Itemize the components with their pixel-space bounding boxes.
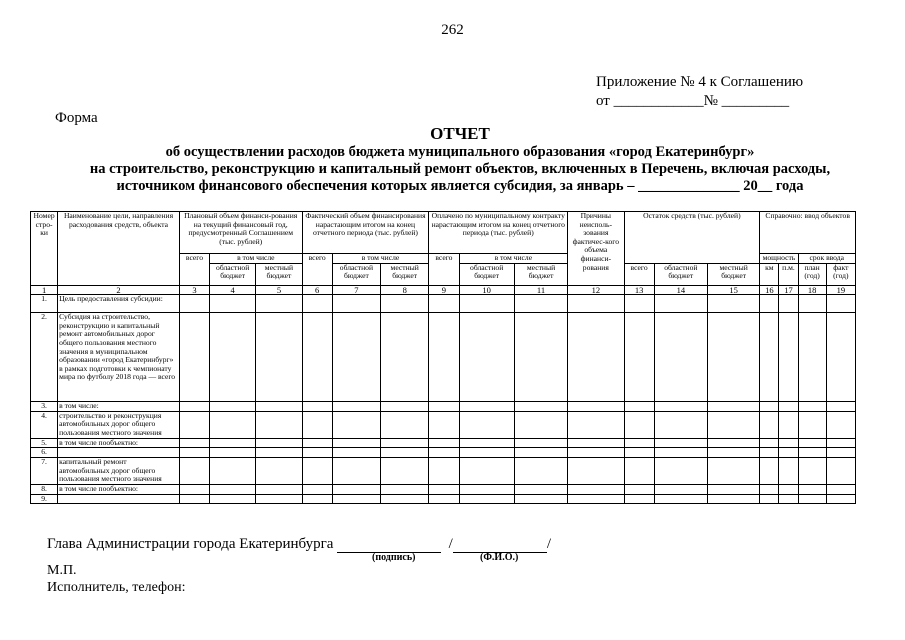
table-cell[interactable] bbox=[707, 411, 759, 438]
table-cell[interactable] bbox=[429, 295, 459, 313]
column-number: 11 bbox=[514, 285, 567, 295]
table-cell[interactable] bbox=[332, 313, 380, 402]
table-cell[interactable] bbox=[210, 494, 256, 504]
row-name: капитальный ремонт автомобильных дорог общего пользования местного значения bbox=[58, 457, 180, 484]
table-cell[interactable] bbox=[179, 295, 209, 313]
table-cell[interactable] bbox=[707, 438, 759, 448]
header-planned-regional: областной бюджет bbox=[210, 263, 256, 285]
column-number: 14 bbox=[654, 285, 707, 295]
row-name: Цель предоставления субсидии: bbox=[58, 295, 180, 313]
header-name: Наименование цели, направления расходования средств, объекта bbox=[58, 212, 180, 286]
table-cell[interactable] bbox=[624, 484, 654, 494]
table-cell[interactable] bbox=[798, 402, 826, 412]
table-cell[interactable] bbox=[624, 295, 654, 313]
table-cell[interactable] bbox=[514, 295, 567, 313]
table-cell[interactable] bbox=[381, 402, 429, 412]
table-cell[interactable] bbox=[256, 484, 302, 494]
table-cell[interactable] bbox=[707, 295, 759, 313]
row-name: в том числе пообъектно: bbox=[58, 484, 180, 494]
table-cell[interactable] bbox=[179, 448, 209, 458]
report-heading: ОТЧЕТ bbox=[430, 124, 490, 143]
table-cell[interactable] bbox=[381, 494, 429, 504]
table-cell[interactable] bbox=[654, 494, 707, 504]
report-title-line-3: источником финансового обеспечения которых является субсидия, за январь – ______________ 20__ года bbox=[116, 178, 804, 194]
table-cell[interactable] bbox=[798, 295, 826, 313]
form-label: Форма bbox=[55, 110, 98, 126]
table-cell[interactable] bbox=[760, 438, 779, 448]
table-cell[interactable] bbox=[429, 484, 459, 494]
table-cell[interactable] bbox=[826, 484, 855, 494]
table-cell[interactable] bbox=[381, 448, 429, 458]
table-cell[interactable] bbox=[779, 411, 798, 438]
table-cell[interactable] bbox=[332, 438, 380, 448]
table-cell[interactable] bbox=[760, 484, 779, 494]
header-capacity: мощность bbox=[760, 254, 798, 264]
table-cell[interactable] bbox=[179, 484, 209, 494]
header-paid: Оплачено по муниципальному контракту нарастающим итогом на конец отчетного периода (тыс. рублей) bbox=[429, 212, 568, 254]
table-cell[interactable] bbox=[256, 313, 302, 402]
table-cell[interactable] bbox=[779, 448, 798, 458]
footer bbox=[47, 562, 185, 596]
column-number: 5 bbox=[256, 285, 302, 295]
header-actual-including: в том числе bbox=[332, 254, 429, 264]
table-cell[interactable] bbox=[779, 313, 798, 402]
row-number: 1. bbox=[31, 295, 58, 313]
column-number: 8 bbox=[381, 285, 429, 295]
table-cell[interactable] bbox=[826, 295, 855, 313]
table-row bbox=[31, 411, 856, 438]
table-cell[interactable] bbox=[429, 448, 459, 458]
table-row bbox=[31, 313, 856, 402]
table-row bbox=[31, 457, 856, 484]
table-cell[interactable] bbox=[429, 438, 459, 448]
table-cell[interactable] bbox=[826, 438, 855, 448]
page-number: 262 bbox=[441, 22, 464, 38]
table-cell[interactable] bbox=[654, 411, 707, 438]
row-name bbox=[58, 494, 180, 504]
table-cell[interactable] bbox=[179, 313, 209, 402]
header-km: км bbox=[760, 263, 779, 285]
table-cell[interactable] bbox=[568, 494, 624, 504]
table-cell[interactable] bbox=[210, 411, 256, 438]
table-cell[interactable] bbox=[179, 411, 209, 438]
table-cell[interactable] bbox=[302, 494, 332, 504]
row-number: 4. bbox=[31, 411, 58, 438]
header-reference: Справочно: ввод объектов bbox=[760, 212, 856, 254]
table-cell[interactable] bbox=[256, 411, 302, 438]
header-planned-total: всего bbox=[179, 254, 209, 286]
appendix-line-2: от ____________№ _________ bbox=[596, 93, 790, 109]
column-number: 17 bbox=[779, 285, 798, 295]
table-cell[interactable] bbox=[568, 484, 624, 494]
header-paid-total: всего bbox=[429, 254, 459, 286]
table-cell[interactable] bbox=[707, 494, 759, 504]
table-cell[interactable] bbox=[779, 484, 798, 494]
row-name: в том числе: bbox=[58, 402, 180, 412]
table-cell[interactable] bbox=[798, 448, 826, 458]
table-cell[interactable] bbox=[256, 457, 302, 484]
row-name: в том числе пообъектно: bbox=[58, 438, 180, 448]
row-name: Субсидия на строительство, реконструкцию и капитальный ремонт автомобильных дорог общего пользования местного значения в муниципальном образовании «город Екатеринбург» в рамках подготовки к чемпионату мира по футболу 2018 года — всего bbox=[58, 313, 180, 402]
column-number: 13 bbox=[624, 285, 654, 295]
table-cell[interactable] bbox=[332, 484, 380, 494]
signature-field[interactable] bbox=[337, 538, 441, 553]
table-cell[interactable] bbox=[654, 313, 707, 402]
table-cell[interactable] bbox=[624, 438, 654, 448]
table-cell[interactable] bbox=[459, 494, 514, 504]
header-plan-year: план (год) bbox=[798, 263, 826, 285]
column-number: 19 bbox=[826, 285, 855, 295]
table-cell[interactable] bbox=[381, 295, 429, 313]
table-row bbox=[31, 494, 856, 504]
table-cell[interactable] bbox=[429, 411, 459, 438]
table-cell[interactable] bbox=[779, 438, 798, 448]
header-actual-total: всего bbox=[302, 254, 332, 286]
row-number: 8. bbox=[31, 484, 58, 494]
table-cell[interactable] bbox=[210, 438, 256, 448]
table-cell[interactable] bbox=[779, 402, 798, 412]
table-cell[interactable] bbox=[381, 457, 429, 484]
column-number: 16 bbox=[760, 285, 779, 295]
table-cell[interactable] bbox=[568, 438, 624, 448]
table-cell[interactable] bbox=[256, 494, 302, 504]
header-balance-regional: областной бюджет bbox=[654, 263, 707, 285]
table-row bbox=[31, 484, 856, 494]
column-number: 3 bbox=[179, 285, 209, 295]
table-cell[interactable] bbox=[459, 313, 514, 402]
report-title-line-2: на строительство, реконструкцию и капитальный ремонт объектов, включенных в Перечень, включая расходы, bbox=[89, 161, 831, 177]
table-cell[interactable] bbox=[707, 457, 759, 484]
table-cell[interactable] bbox=[302, 411, 332, 438]
row-name: строительство и реконструкция автомобильных дорог общего пользования местного значения bbox=[58, 411, 180, 438]
header-balance: Остаток средств (тыс. рублей) bbox=[624, 212, 760, 264]
table-cell[interactable] bbox=[760, 402, 779, 412]
table-cell[interactable] bbox=[256, 438, 302, 448]
table-cell[interactable] bbox=[514, 457, 567, 484]
table-cell[interactable] bbox=[798, 484, 826, 494]
table-cell[interactable] bbox=[256, 448, 302, 458]
table-cell[interactable] bbox=[429, 494, 459, 504]
table-cell[interactable] bbox=[798, 494, 826, 504]
table-cell[interactable] bbox=[568, 295, 624, 313]
table-cell[interactable] bbox=[624, 411, 654, 438]
table-cell[interactable] bbox=[381, 411, 429, 438]
table-cell[interactable] bbox=[654, 484, 707, 494]
report-title bbox=[20, 124, 900, 195]
table-cell[interactable] bbox=[210, 295, 256, 313]
table-row bbox=[31, 438, 856, 448]
table-cell[interactable] bbox=[760, 411, 779, 438]
header-planned: Плановый объем финанси-рования на текущий финансовый год, предусмотренный Соглашением (тыс. рублей) bbox=[179, 212, 302, 254]
header-row-number: Номер стро-ки bbox=[31, 212, 58, 286]
table-cell[interactable] bbox=[332, 411, 380, 438]
row-number: 5. bbox=[31, 438, 58, 448]
table-cell[interactable] bbox=[256, 295, 302, 313]
column-number: 7 bbox=[332, 285, 380, 295]
row-number: 7. bbox=[31, 457, 58, 484]
table-cell[interactable] bbox=[210, 448, 256, 458]
appendix-note bbox=[596, 73, 803, 111]
table-cell[interactable] bbox=[514, 411, 567, 438]
table-cell[interactable] bbox=[568, 402, 624, 412]
table-cell[interactable] bbox=[459, 448, 514, 458]
header-balance-total: всего bbox=[624, 263, 654, 285]
report-title-line-1: об осуществлении расходов бюджета муниципального образования «город Екатеринбург» bbox=[165, 144, 755, 160]
table-cell[interactable] bbox=[568, 313, 624, 402]
table-cell[interactable] bbox=[760, 494, 779, 504]
table-cell[interactable] bbox=[568, 448, 624, 458]
table-cell[interactable] bbox=[459, 411, 514, 438]
column-number: 2 bbox=[58, 285, 180, 295]
header-fact-year: факт (год) bbox=[826, 263, 855, 285]
table-cell[interactable] bbox=[568, 457, 624, 484]
table-cell[interactable] bbox=[381, 438, 429, 448]
header-input-term: срок ввода bbox=[798, 254, 855, 264]
table-row bbox=[31, 448, 856, 458]
table-cell[interactable] bbox=[707, 448, 759, 458]
table-cell[interactable] bbox=[459, 457, 514, 484]
table-cell[interactable] bbox=[179, 402, 209, 412]
header-pm: п.м. bbox=[779, 263, 798, 285]
column-number: 18 bbox=[798, 285, 826, 295]
table-cell[interactable] bbox=[624, 448, 654, 458]
table-cell[interactable] bbox=[332, 402, 380, 412]
table-cell[interactable] bbox=[514, 448, 567, 458]
table-cell[interactable] bbox=[760, 313, 779, 402]
column-numbers-row bbox=[31, 285, 856, 295]
table-cell[interactable] bbox=[429, 313, 459, 402]
header-actual: Фактический объем финансирования нарастающим итогом на конец отчетного периода (тыс. рублей) bbox=[302, 212, 429, 254]
signature-caption: (подпись) bbox=[372, 552, 416, 563]
table-cell[interactable] bbox=[760, 295, 779, 313]
report-table bbox=[30, 211, 856, 504]
table-cell[interactable] bbox=[459, 484, 514, 494]
header-planned-local: местный бюджет bbox=[256, 263, 302, 285]
table-cell[interactable] bbox=[798, 411, 826, 438]
header-paid-including: в том числе bbox=[459, 254, 568, 264]
table-cell[interactable] bbox=[302, 448, 332, 458]
table-cell[interactable] bbox=[210, 313, 256, 402]
header-paid-regional: областной бюджет bbox=[459, 263, 514, 285]
table-cell[interactable] bbox=[514, 313, 567, 402]
table-row bbox=[31, 295, 856, 313]
row-number: 6. bbox=[31, 448, 58, 458]
row-number: 9. bbox=[31, 494, 58, 504]
header-planned-including: в том числе bbox=[210, 254, 303, 264]
table-cell[interactable] bbox=[624, 313, 654, 402]
column-number: 9 bbox=[429, 285, 459, 295]
table-cell[interactable] bbox=[654, 448, 707, 458]
header-balance-local: местный бюджет bbox=[707, 263, 759, 285]
table-cell[interactable] bbox=[302, 457, 332, 484]
table-cell[interactable] bbox=[760, 448, 779, 458]
table-cell[interactable] bbox=[654, 457, 707, 484]
table-cell[interactable] bbox=[826, 448, 855, 458]
column-number: 12 bbox=[568, 285, 624, 295]
table-cell[interactable] bbox=[381, 484, 429, 494]
column-number: 6 bbox=[302, 285, 332, 295]
table-cell[interactable] bbox=[302, 295, 332, 313]
table-cell[interactable] bbox=[798, 457, 826, 484]
table-cell[interactable] bbox=[459, 295, 514, 313]
table-cell[interactable] bbox=[798, 438, 826, 448]
header-paid-local: местный бюджет bbox=[514, 263, 567, 285]
column-number: 15 bbox=[707, 285, 759, 295]
row-number: 2. bbox=[31, 313, 58, 402]
name-caption: (Ф.И.О.) bbox=[480, 552, 519, 563]
table-cell[interactable] bbox=[798, 313, 826, 402]
table-cell[interactable] bbox=[256, 402, 302, 412]
header-actual-local: местный бюджет bbox=[381, 263, 429, 285]
table-cell[interactable] bbox=[381, 313, 429, 402]
column-number: 1 bbox=[31, 285, 58, 295]
table-cell[interactable] bbox=[332, 448, 380, 458]
table-cell[interactable] bbox=[707, 402, 759, 412]
table-cell[interactable] bbox=[210, 402, 256, 412]
table-cell[interactable] bbox=[826, 313, 855, 402]
table-cell[interactable] bbox=[332, 457, 380, 484]
name-field[interactable] bbox=[453, 538, 547, 553]
table-cell[interactable] bbox=[624, 494, 654, 504]
table-cell[interactable] bbox=[826, 411, 855, 438]
table-cell[interactable] bbox=[332, 494, 380, 504]
table-cell[interactable] bbox=[826, 402, 855, 412]
column-number: 10 bbox=[459, 285, 514, 295]
signature-label: Глава Администрации города Екатеринбурга bbox=[47, 536, 334, 552]
table-cell[interactable] bbox=[568, 411, 624, 438]
row-number: 3. bbox=[31, 402, 58, 412]
table-cell[interactable] bbox=[302, 313, 332, 402]
table-cell[interactable] bbox=[707, 484, 759, 494]
table-cell[interactable] bbox=[302, 402, 332, 412]
table-cell[interactable] bbox=[707, 313, 759, 402]
table-cell[interactable] bbox=[514, 402, 567, 412]
table-cell[interactable] bbox=[514, 484, 567, 494]
table-row bbox=[31, 402, 856, 412]
table-cell[interactable] bbox=[459, 438, 514, 448]
table-cell[interactable] bbox=[779, 494, 798, 504]
table-cell[interactable] bbox=[654, 438, 707, 448]
table-cell[interactable] bbox=[429, 457, 459, 484]
table-cell[interactable] bbox=[624, 402, 654, 412]
table-cell[interactable] bbox=[760, 457, 779, 484]
table-cell[interactable] bbox=[654, 402, 707, 412]
column-number: 4 bbox=[210, 285, 256, 295]
table-cell[interactable] bbox=[179, 457, 209, 484]
table-cell[interactable] bbox=[459, 402, 514, 412]
signature-line: Глава Администрации города Екатеринбурга / / bbox=[47, 536, 552, 552]
table-cell[interactable] bbox=[210, 457, 256, 484]
table-cell[interactable] bbox=[429, 402, 459, 412]
table-cell[interactable] bbox=[826, 457, 855, 484]
table-cell[interactable] bbox=[514, 494, 567, 504]
header-reasons: Причины неисполь-зования фактичес-кого объема финанси-рования bbox=[568, 212, 624, 286]
appendix-line-1: Приложение № 4 к Соглашению bbox=[596, 74, 804, 90]
stamp-label: М.П. bbox=[47, 563, 77, 578]
table-cell[interactable] bbox=[210, 484, 256, 494]
table-cell[interactable] bbox=[332, 295, 380, 313]
table-cell[interactable] bbox=[179, 438, 209, 448]
table-cell[interactable] bbox=[179, 494, 209, 504]
table-cell[interactable] bbox=[654, 295, 707, 313]
header-actual-regional: областной бюджет bbox=[332, 263, 380, 285]
table-cell[interactable] bbox=[779, 457, 798, 484]
table-cell[interactable] bbox=[826, 494, 855, 504]
table-cell[interactable] bbox=[302, 484, 332, 494]
table-cell[interactable] bbox=[779, 295, 798, 313]
table-cell[interactable] bbox=[514, 438, 567, 448]
row-name bbox=[58, 448, 180, 458]
table-cell[interactable] bbox=[624, 457, 654, 484]
table-cell[interactable] bbox=[302, 438, 332, 448]
executor-label: Исполнитель, телефон: bbox=[47, 580, 186, 595]
